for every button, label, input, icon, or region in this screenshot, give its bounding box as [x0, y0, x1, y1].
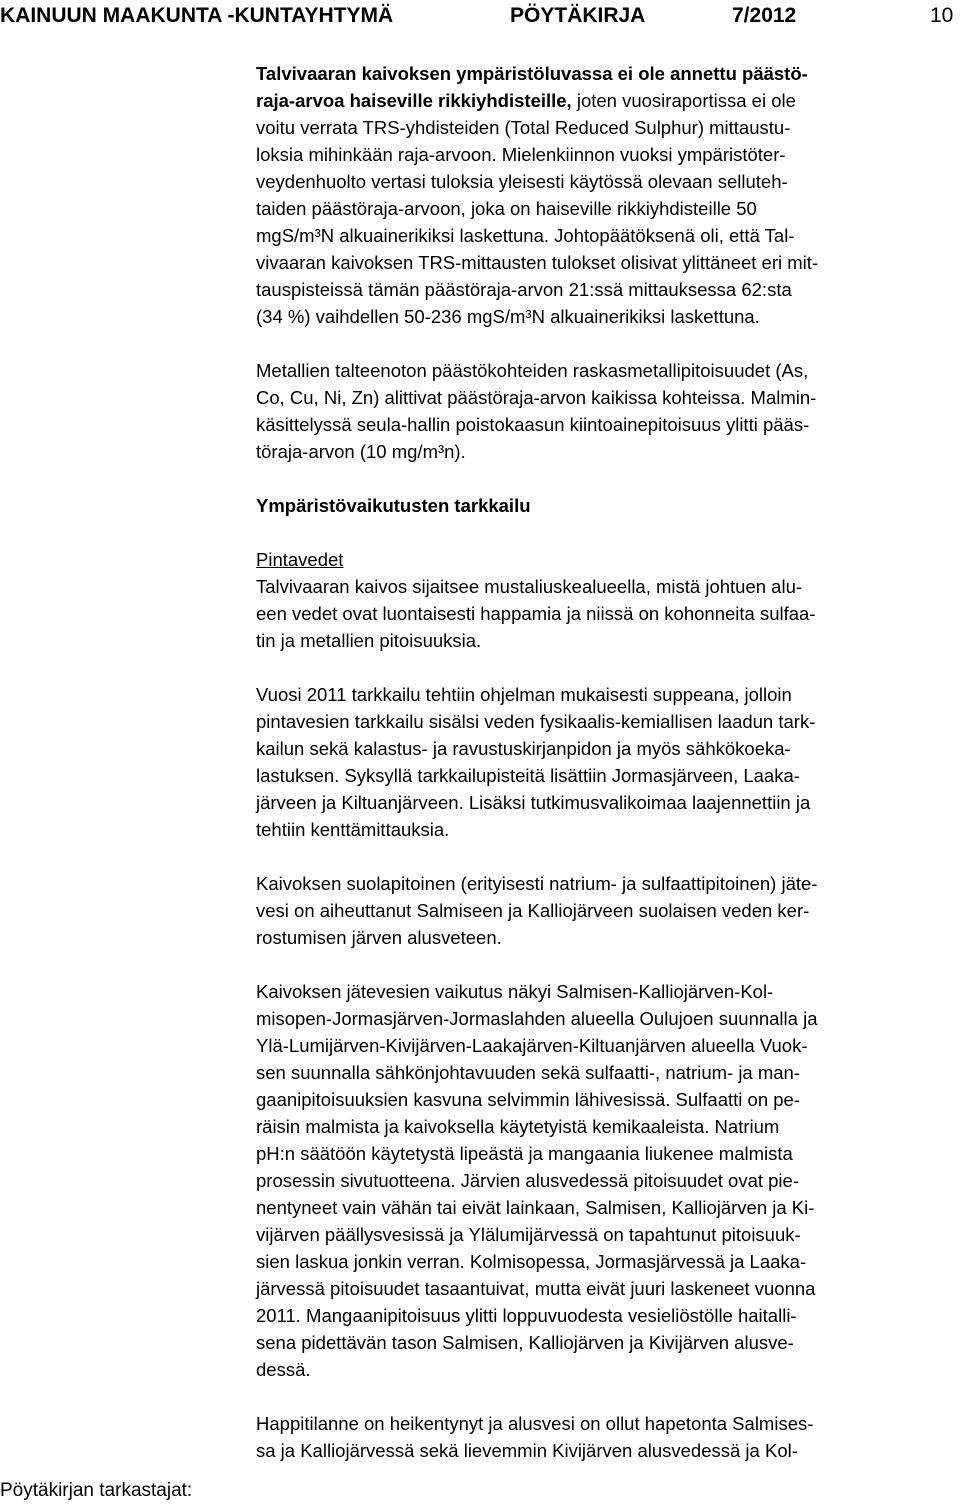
- text-line: sena pidettävän tason Salmisen, Kalliojärven ja Kivijärven alusve-: [256, 1332, 794, 1353]
- text-line: Co, Cu, Ni, Zn) alittivat päästöraja-arvon kaikissa kohteissa. Malmin-: [256, 387, 817, 408]
- paragraph-metals: [256, 357, 960, 465]
- subsection-heading: Pintavedet: [256, 549, 344, 570]
- text-line: [256, 87, 960, 114]
- text-line: töraja-arvon (10 mg/m³n).: [256, 441, 466, 462]
- text-line: rostumisen järven alusveteen.: [256, 927, 502, 948]
- text-line: taiden päästöraja-arvoon, joka on haiseville rikkiyhdisteille 50: [256, 198, 757, 219]
- paragraph-monitoring-2011: [256, 681, 960, 843]
- text-line: veydenhuolto vertasi tuloksia yleisesti käytössä olevaan selluteh-: [256, 171, 788, 192]
- page-header: [0, 0, 960, 30]
- text-line: sen suunnalla sähkönjohtavuuden sekä sulfaatti-, natrium- ja man-: [256, 1062, 801, 1083]
- text-line: lastuksen. Syksyllä tarkkailupisteitä lisättiin Jormasjärveen, Laaka-: [256, 765, 800, 786]
- text-line: (34 %) vaihdellen 50-236 mgS/m³N alkuainerikiksi laskettuna.: [256, 306, 760, 327]
- text-line: nentyneet vain vähän tai eivät lainkaan, Salmisen, Kalliojärven ja Ki-: [256, 1197, 815, 1218]
- text-line: voitu verrata TRS-yhdisteiden (Total Reduced Sulphur) mittaustu-: [256, 117, 791, 138]
- paragraph-wastewater-impact: [256, 978, 960, 1383]
- text-line: Ylä-Lumijärven-Kivijärven-Laakajärven-Kiltuanjärven alueella Vuok-: [256, 1035, 808, 1056]
- text-line: järveen ja Kiltuanjärveen. Lisäksi tutkimusvalikoimaa laajennettiin ja: [256, 792, 811, 813]
- text-line: räisin malmista ja kaivoksella käytetyistä kemikaaleista. Natrium: [256, 1116, 780, 1137]
- document-type: PÖYTÄKIRJA: [510, 4, 646, 27]
- document-body: [256, 60, 960, 1491]
- text-line: Metallien talteenoton päästökohteiden raskasmetallipitoisuudet (As,: [256, 360, 809, 381]
- text-line: misopen-Jormasjärven-Jormaslahden alueella Oulujoen suunnalla ja: [256, 1008, 818, 1029]
- text-line: pintavesien tarkkailu sisälsi veden fysikaalis-kemiallisen laadun tark-: [256, 711, 816, 732]
- text-line: tin ja metallien pitoisuuksia.: [256, 630, 482, 651]
- paragraph-oxygen: [256, 1410, 960, 1464]
- text-line: tehtiin kenttämittauksia.: [256, 819, 450, 840]
- text-line: sien laskua jonkin verran. Kolmisopessa, Jormasjärvessä ja Laaka-: [256, 1251, 807, 1272]
- text-line: Happitilanne on heikentynyt ja alusvesi on ollut hapetonta Salmises-: [256, 1413, 814, 1434]
- text-line: Vuosi 2011 tarkkailu tehtiin ohjelman mukaisesti suppeana, jolloin: [256, 684, 792, 705]
- paragraph-saline-wastewater: [256, 870, 960, 951]
- text-line: prosessin sivutuotteena. Järvien alusvedessä pitoisuudet ovat pie-: [256, 1170, 799, 1191]
- page-number: 10: [930, 4, 954, 27]
- text-line: Kaivoksen suolapitoinen (erityisesti natrium- ja sulfaattipitoinen) jäte-: [256, 873, 818, 894]
- text-line: Talvivaaran kaivos sijaitsee mustaliuskealueella, mistä johtuen alu-: [256, 576, 803, 597]
- text-line: tauspisteissä tämän päästöraja-arvon 21:ssä mittauksessa 62:sta: [256, 279, 792, 300]
- text-line: mgS/m³N alkuainerikiksi laskettuna. Johtopäätöksenä oli, että Tal-: [256, 225, 795, 246]
- section-heading: Ympäristövaikutusten tarkkailu: [256, 495, 531, 516]
- text-line: loksia mihinkään raja-arvoon. Mielenkiinnon vuoksi ympäristöter-: [256, 144, 786, 165]
- text-line: vesi on aiheuttanut Salmiseen ja Kalliojärveen suolaisen veden ker-: [256, 900, 810, 921]
- text-line: kailun sekä kalastus- ja ravustuskirjanpidon ja myös sähkökoeka-: [256, 738, 791, 759]
- text-line: [256, 60, 960, 87]
- text-line: järvessä pitoisuudet tasaantuivat, mutta eivät juuri laskeneet vuonna: [256, 1278, 816, 1299]
- text-line: dessä.: [256, 1359, 311, 1380]
- text-line: sa ja Kalliojärvessä sekä lievemmin Kivijärven alusvedessä ja Kol-: [256, 1440, 798, 1461]
- text-line: een vedet ovat luontaisesti happamia ja niissä on kohonneita sulfaa-: [256, 603, 816, 624]
- document-number: 7/2012: [732, 4, 797, 27]
- organization-name: KAINUUN MAAKUNTA -KUNTAYHTYMÄ: [0, 4, 394, 27]
- bold-text: Talvivaaran kaivoksen ympäristöluvassa ei ole annettu päästö-: [256, 63, 808, 84]
- text-line: vijärven päällysvesissä ja Ylälumijärvessä on tapahtunut pitoisuuk-: [256, 1224, 801, 1245]
- text-line: 2011. Mangaanipitoisuus ylitti loppuvuodesta vesieliöstölle haitalli-: [256, 1305, 797, 1326]
- text-line: Kaivoksen jätevesien vaikutus näkyi Salmisen-Kalliojärven-Kol-: [256, 981, 774, 1002]
- text-line: gaanipitoisuuksien kasvuna selvimmin lähivesissä. Sulfaatti on pe-: [256, 1089, 800, 1110]
- text-line: vivaaran kaivoksen TRS-mittausten tulokset olisivat ylittäneet eri mit-: [256, 252, 819, 273]
- text-fragment: joten vuosiraportissa ei ole: [571, 90, 796, 111]
- bold-text: raja-arvoa haiseville rikkiyhdisteille,: [256, 90, 572, 111]
- paragraph-trs: [256, 60, 960, 330]
- paragraph-surface-waters: [256, 546, 960, 654]
- text-line: käsittelyssä seula-hallin poistokaasun kiintoainepitoisuus ylitti pääs-: [256, 414, 810, 435]
- footer-reviewers-label: Pöytäkirjan tarkastajat:: [0, 1480, 193, 1501]
- text-line: pH:n säätöön käytetystä lipeästä ja mangaania liukenee malmista: [256, 1143, 793, 1164]
